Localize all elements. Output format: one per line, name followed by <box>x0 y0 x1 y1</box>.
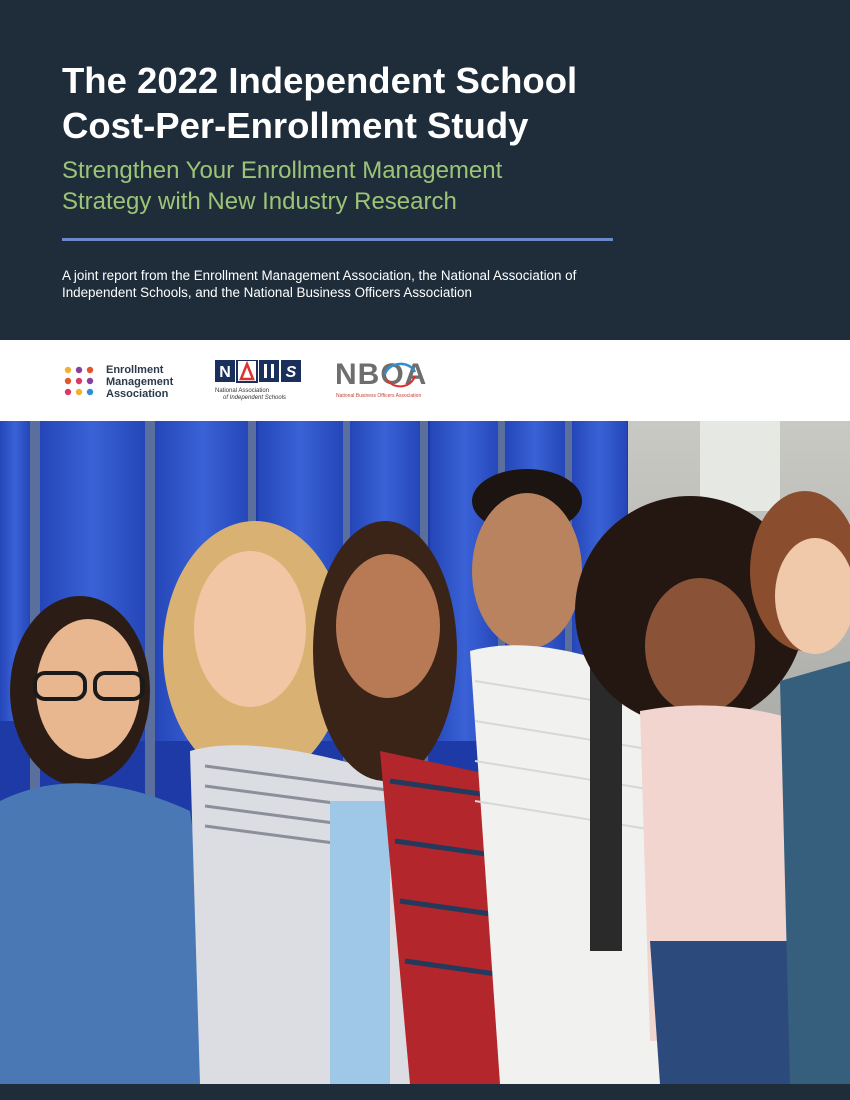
intro-text <box>62 267 682 301</box>
ema-word-2: Management <box>106 376 174 388</box>
title-line-2: Cost-Per-Enrollment Study <box>62 105 529 146</box>
footer-band <box>0 1084 850 1100</box>
nboa-tagline: National Business Officers Association <box>336 393 422 399</box>
intro-line-2: Independent Schools, and the National Business Officers Association <box>62 285 472 300</box>
svg-text:S: S <box>285 364 297 381</box>
ema-dots-icon <box>64 365 98 399</box>
ema-word-1: Enrollment <box>106 364 164 376</box>
nais-tagline <box>215 388 286 402</box>
nboa-swoosh-icon <box>381 360 421 390</box>
subtitle-line-1: Strengthen Your Enrollment Management <box>62 157 503 184</box>
students-photo <box>0 421 850 1084</box>
intro-line-1: A joint report from the Enrollment Management Association, the National Association of <box>62 268 577 283</box>
nboa-logo <box>335 358 445 402</box>
nais-tag-2: of Independent Schools <box>223 395 287 401</box>
students-lockers-image <box>0 421 850 1084</box>
nais-mark-icon <box>215 360 303 384</box>
svg-text:N: N <box>219 364 231 381</box>
ema-word-3: Association <box>106 388 169 400</box>
report-subtitle <box>62 155 662 217</box>
title-line-1: The 2022 Independent School <box>62 60 578 101</box>
report-title <box>62 58 782 148</box>
ema-wordmark <box>106 364 173 400</box>
divider-rule <box>62 238 613 241</box>
ema-logo <box>64 362 194 402</box>
nais-tag-1: National Association <box>215 388 270 394</box>
cover-header <box>0 0 850 340</box>
partner-logos <box>0 340 850 421</box>
nboa-wordmark: NBOA <box>335 358 428 391</box>
subtitle-line-2: Strategy with New Industry Research <box>62 188 457 215</box>
nais-logo <box>215 360 310 404</box>
